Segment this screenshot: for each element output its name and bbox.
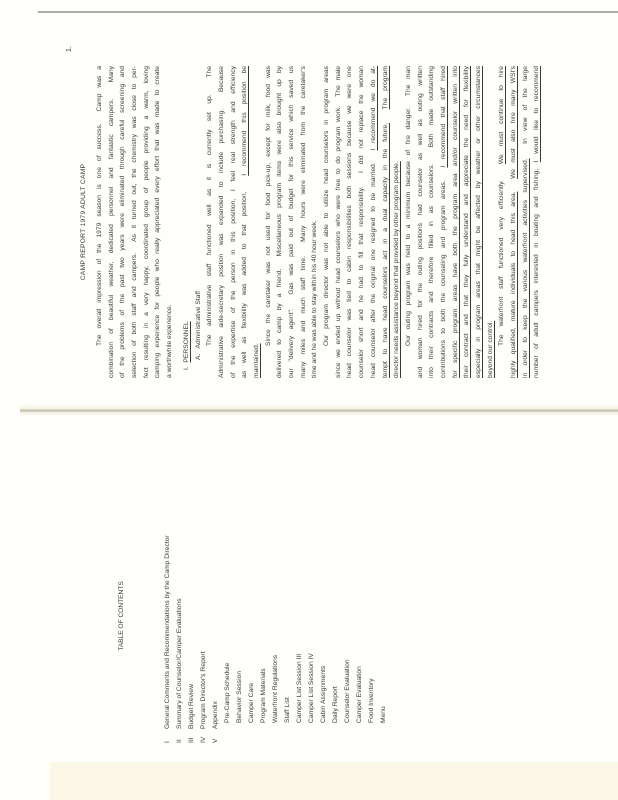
line-text bbox=[382, 109, 389, 123]
underlined-text: The program bbox=[381, 66, 389, 110]
paper-bottom-edge bbox=[50, 762, 618, 800]
toc-subitem bbox=[234, 473, 246, 743]
toc-item-label: Camper Evaluation bbox=[356, 666, 363, 723]
toc-subitem bbox=[306, 473, 318, 743]
toc-title: TABLE OF CONTENTS bbox=[118, 581, 125, 651]
toc-item-label: Camper List Session IV bbox=[308, 653, 315, 723]
toc-item-label: Staff List bbox=[284, 697, 291, 723]
line-text: as well as flexibility was added to that position. bbox=[241, 175, 249, 378]
report-line bbox=[117, 66, 129, 378]
underlined-text: tempt to have head counselors act in a dual capacity in the future. bbox=[381, 122, 389, 378]
toc-item-label: Counselor Evaluation bbox=[344, 659, 351, 723]
line-text: of the problems of the past two years were eliminated through careful screening and bbox=[119, 66, 127, 378]
toc-subitem bbox=[354, 473, 366, 743]
toc-item-label: Summary of Counselor/Camper Evaluations bbox=[176, 598, 183, 729]
underlined-text: maintained. bbox=[252, 343, 260, 378]
line-text: time and he was able to stay within his 40 hour week. bbox=[311, 220, 319, 378]
underlined-text: for specific program areas have both the program area and/or counselor written into bbox=[451, 66, 459, 378]
report-line bbox=[520, 66, 532, 378]
line-text: counselor short and he had to fill that responsibility. I did not replace the woman bbox=[358, 66, 366, 378]
report-line bbox=[309, 66, 321, 378]
toc-item-label: Camper Care bbox=[248, 682, 255, 723]
toc-item-label: Food Inventory bbox=[368, 678, 375, 723]
line-text: head counselor after the original one resigned to be married. bbox=[369, 150, 377, 378]
report-line bbox=[426, 66, 438, 378]
toc-subitem bbox=[342, 473, 354, 743]
paper-edge bbox=[38, 11, 618, 13]
toc-item-label: Waterfront Regulations bbox=[272, 654, 279, 723]
table-of-contents bbox=[116, 473, 416, 743]
report-line bbox=[193, 66, 205, 378]
toc-item bbox=[186, 473, 198, 743]
toc-item-label: Behavior Session bbox=[236, 670, 243, 723]
toc-subitem bbox=[246, 473, 258, 743]
line-text: and woman hired for the outing positions had counselor as well as outing written bbox=[416, 66, 424, 378]
underlined-text: We must continue to hire bbox=[498, 66, 506, 165]
report-line bbox=[152, 66, 164, 378]
underlined-text: beyond our control. bbox=[486, 320, 494, 378]
toc-item-label: Menu bbox=[380, 706, 387, 723]
line-text bbox=[510, 179, 517, 192]
report-line bbox=[321, 66, 333, 378]
report-line bbox=[141, 66, 153, 378]
report-line bbox=[164, 66, 176, 378]
line-text: The overall impression of the 1979 season is one of success. Camp was a bbox=[96, 66, 103, 346]
report-line bbox=[181, 66, 193, 378]
line-text: a worthwhile experience. bbox=[166, 304, 174, 378]
report-line bbox=[531, 66, 543, 378]
toc-item-label: Pre-Camp Schedule bbox=[224, 662, 231, 723]
line-text: of the expertise of the person in this position, I feel real strength and efficiency bbox=[229, 66, 237, 378]
line-text: into their contracts and therefore filled in as counselors. Both made outstanding bbox=[428, 66, 436, 378]
toc-subitem bbox=[258, 473, 270, 743]
line-text: camping experience for people who really appreciated every effort that was made to create bbox=[154, 66, 162, 378]
report-line bbox=[204, 66, 216, 378]
report-line bbox=[450, 66, 462, 378]
toc-subitem bbox=[222, 473, 234, 743]
report-body bbox=[94, 66, 543, 378]
underlined-text: We must also hire many WSI's bbox=[510, 65, 518, 179]
toc-item bbox=[162, 473, 174, 743]
report-line bbox=[473, 66, 485, 378]
line-text: Administrative aide-secretary position was expanded to include purchasing. Because bbox=[217, 66, 225, 378]
toc-subitem bbox=[330, 473, 342, 743]
line-text: Our program director was not able to utilize head counselors in program areas bbox=[323, 66, 331, 346]
toc-item-label: Cabin Assignments bbox=[320, 665, 327, 723]
report-line bbox=[496, 66, 508, 378]
toc-item bbox=[210, 473, 222, 743]
line-text: The administrative staff functioned well as it is currently set up. The bbox=[206, 66, 214, 346]
toc-item bbox=[198, 473, 210, 743]
toc-subitem bbox=[318, 473, 330, 743]
toc-subitem bbox=[366, 473, 378, 743]
report-line bbox=[251, 66, 263, 378]
line-text: delivered to camp by a friend. Miscellaneous program items were also brought up by bbox=[276, 66, 284, 378]
underlined-text: especially in program areas that might be affected by weather or other circumstances bbox=[475, 66, 482, 378]
report-line bbox=[368, 66, 380, 378]
line-text: combination of beautiful weather, dedicated personnel and fantastic campers. Many bbox=[107, 66, 115, 378]
report-line bbox=[274, 66, 286, 378]
toc-numeral: III bbox=[188, 737, 195, 743]
underlined-text: their contract and that they fully understand and appreciate the need for flexibility bbox=[463, 66, 471, 378]
line-text: head counselor was tied to cabin responsibilities both sessions because we were one bbox=[346, 66, 354, 378]
report-line bbox=[129, 66, 141, 378]
report-line bbox=[333, 66, 345, 378]
toc-item-label: General Comments and Recommendations by the Camp Director bbox=[164, 535, 171, 729]
report-line bbox=[298, 66, 310, 378]
toc-numeral: II bbox=[176, 739, 183, 743]
line-text: I. bbox=[182, 362, 190, 370]
line-text: number of adult campers interested in boating and fishing, bbox=[533, 162, 541, 378]
report-line bbox=[106, 66, 118, 378]
underlined-text: I would like to recommend bbox=[533, 66, 541, 163]
underlined-text: in order to keep the various waterfront activities supervised. bbox=[521, 158, 529, 378]
line-text: In view of the large bbox=[521, 66, 529, 159]
toc-numeral: V bbox=[212, 738, 219, 743]
toc-item-label: Camper List Session III bbox=[296, 653, 303, 723]
report-line bbox=[403, 66, 415, 378]
report-line bbox=[415, 66, 427, 378]
toc-item-label: Budget Review bbox=[188, 684, 195, 729]
report-line bbox=[391, 66, 403, 378]
toc-subitem bbox=[270, 473, 282, 743]
line-text: selection of both staff and campers. As it turned out, the chemistry was close to per- bbox=[131, 66, 139, 378]
camp-report-page bbox=[60, 33, 560, 378]
report-line bbox=[380, 66, 392, 378]
report-line bbox=[239, 66, 251, 378]
report-line bbox=[228, 66, 240, 378]
toc-subitem bbox=[378, 473, 390, 743]
toc-item-label: Appendix bbox=[212, 701, 219, 729]
underlined-text: I recommend this position be bbox=[241, 66, 249, 176]
line-text: our "delivery agent". Gas was paid out of budget for this service which saved us bbox=[288, 66, 295, 378]
line-text: Since the caretaker was not used for food pick-up, except for milk, food was bbox=[264, 66, 272, 346]
report-line bbox=[438, 66, 450, 378]
line-text: fect resulting in a very happy, coordinated group of people providing a warm, loving bbox=[142, 66, 150, 378]
report-line bbox=[508, 66, 520, 378]
underlined-text: PERSONNEL bbox=[182, 321, 190, 363]
page-number: 1. bbox=[66, 46, 73, 52]
toc-subitem bbox=[294, 473, 306, 743]
underlined-text: director needs assistance beyond that provided by other program people. bbox=[393, 161, 401, 378]
line-text: contributions to both the counseling and program areas. bbox=[439, 167, 447, 378]
report-line bbox=[94, 66, 106, 378]
underlined-text: I recommend that staff hired bbox=[439, 66, 447, 168]
report-line bbox=[263, 66, 275, 378]
toc-numeral: I bbox=[164, 741, 171, 743]
line-text: since we ended up without head counselors who were free to do program work. The male bbox=[334, 66, 342, 378]
toc-item-label: Daily Report bbox=[332, 686, 339, 723]
toc-list bbox=[162, 473, 390, 743]
underlined-text: I recommend we do at- bbox=[369, 66, 377, 151]
report-line bbox=[356, 66, 368, 378]
line-text: many miles and much staff time. Many hours were eliminated from the caretaker's bbox=[299, 66, 307, 378]
toc-item-label: Program Director's Report bbox=[200, 651, 207, 729]
report-line bbox=[485, 66, 497, 378]
report-line bbox=[216, 66, 228, 378]
toc-subitem bbox=[282, 473, 294, 743]
page-fold bbox=[20, 404, 618, 416]
line-text: A. Administrative Staff bbox=[194, 290, 202, 360]
report-line bbox=[286, 66, 298, 378]
report-line bbox=[344, 66, 356, 378]
underlined-text: highly qualified, mature individuals to head this area. bbox=[510, 191, 518, 378]
report-line bbox=[461, 66, 473, 378]
toc-item bbox=[174, 473, 186, 743]
line-text: Our outing program was held to a minimum because of fire danger. The man bbox=[404, 66, 412, 346]
toc-item-label: Program Materials bbox=[260, 668, 267, 723]
line-text: The waterfront staff functioned very efficiently. bbox=[498, 164, 506, 346]
toc-numeral: IV bbox=[200, 736, 207, 743]
report-title: CAMP REPORT 1979 ADULT CAMP bbox=[80, 163, 87, 281]
